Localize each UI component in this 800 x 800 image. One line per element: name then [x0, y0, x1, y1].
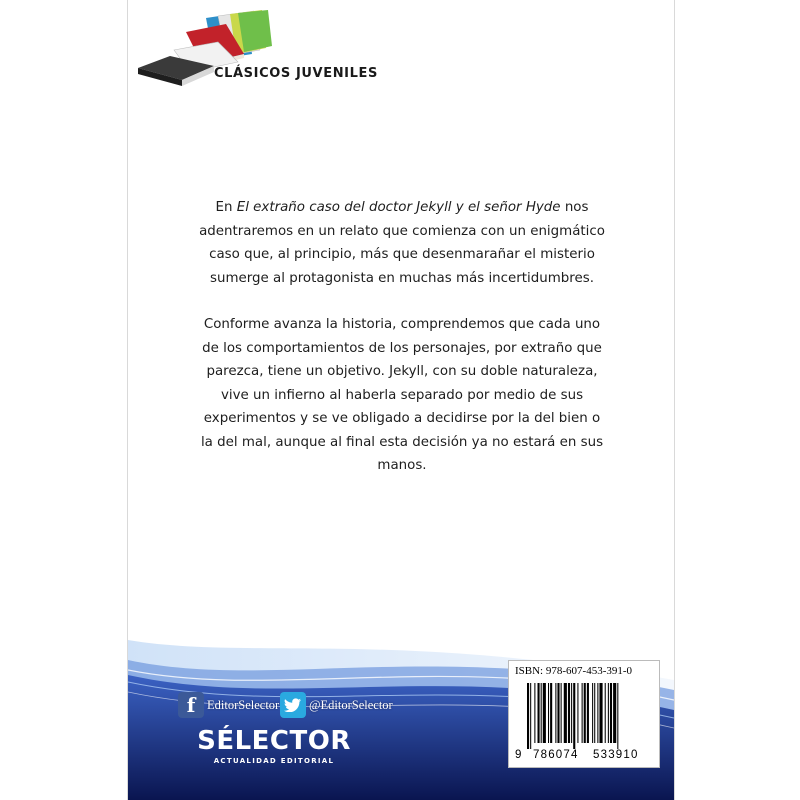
- barcode-graphic: [525, 683, 649, 749]
- barcode-bar: [610, 683, 612, 743]
- barcode-bar: [527, 683, 529, 749]
- barcode-bar: [534, 683, 535, 743]
- barcode-bar: [543, 683, 546, 743]
- barcode-bar: [584, 683, 586, 743]
- barcode-bar: [592, 683, 593, 743]
- barcode-bar: [555, 683, 556, 743]
- facebook-link[interactable]: [178, 692, 279, 718]
- twitter-link[interactable]: [280, 692, 393, 718]
- barcode-bar: [561, 683, 562, 743]
- barcode-bar: [599, 683, 602, 743]
- synopsis-paragraph-2: Conforme avanza la historia, comprendemos que cada uno de los comportamientos de los personajes, por extraño que parezca, tiene un objetivo. Jekyll, con su doble naturaleza, vive un infierno al haberla separado por medio de sus experimentos y se ve obligado a decidirse por la del bien o la del mal, aunque al final esta decisión ya no estará en sus manos.: [200, 317, 604, 473]
- barcode-bar: [564, 683, 567, 743]
- isbn-label: ISBN: 978-607-453-391-0: [515, 665, 633, 677]
- barcode-bar: [530, 683, 531, 749]
- barcode-bar: [587, 683, 589, 743]
- barcode-bar: [550, 683, 552, 743]
- barcode-bar: [608, 683, 609, 743]
- publisher-name: SÉLECTOR: [197, 726, 351, 756]
- paragraph-intro: En: [215, 200, 237, 215]
- barcode-bar: [557, 683, 559, 743]
- twitter-handle: @EditorSelector: [309, 697, 393, 712]
- barcode-bar: [568, 683, 570, 743]
- paragraph-rest: nos adentraremos en un relato que comienza con un enigmático caso que, al principio, más que desenmarañar el misterio sumerge al protagonista en muchas más incertidumbres.: [199, 200, 605, 286]
- isbn-digits-left: 786074: [533, 749, 579, 761]
- publisher-logo: [194, 726, 354, 765]
- isbn-digits-right: 533910: [593, 749, 639, 761]
- barcode-bar: [538, 683, 540, 743]
- twitter-bird-icon: [280, 692, 306, 718]
- barcode-bar: [605, 683, 606, 743]
- barcode-bar: [541, 683, 542, 743]
- barcode-bar: [613, 683, 616, 743]
- barcode-bar: [571, 683, 572, 743]
- barcode-bar: [548, 683, 549, 743]
- book-back-cover: [127, 0, 675, 800]
- barcode-bar: [594, 683, 595, 743]
- facebook-icon: f: [178, 692, 204, 718]
- barcode-bar: [577, 683, 578, 743]
- barcode-bar: [582, 683, 583, 743]
- barcode-bar: [597, 683, 598, 743]
- barcode-bar: [573, 683, 575, 749]
- book-title: El extraño caso del doctor Jekyll y el señor Hyde: [236, 200, 561, 215]
- isbn-barcode-box: [508, 660, 660, 768]
- series-title: CLÁSICOS JUVENILES: [214, 66, 378, 81]
- isbn-digit-first: 9: [515, 749, 522, 761]
- barcode-bar: [617, 683, 618, 749]
- publisher-tagline: ACTUALIDAD EDITORIAL: [213, 757, 335, 765]
- facebook-handle: EditorSelector: [207, 697, 280, 712]
- synopsis: [198, 196, 606, 501]
- synopsis-paragraph-1: [198, 196, 606, 290]
